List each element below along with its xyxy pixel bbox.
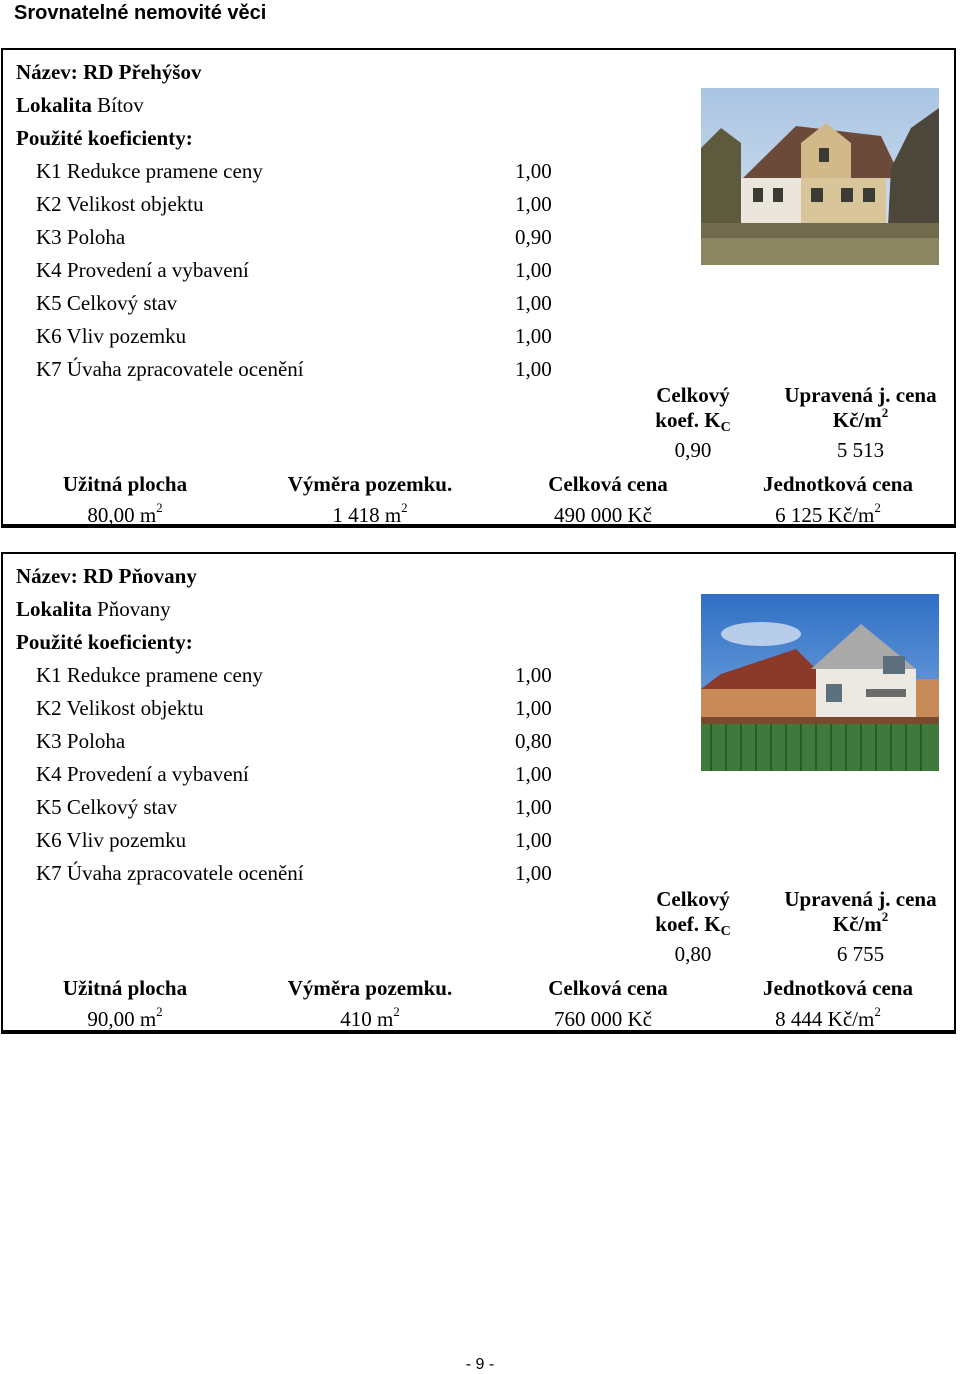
superscript-2: 2 (156, 1004, 163, 1019)
col-header-unit: Jednotková cena (763, 976, 913, 1000)
price-value: 760 000 Kč (554, 1007, 652, 1031)
col-header-unit: Jednotková cena (763, 472, 913, 496)
coef-value: 1,00 (515, 795, 552, 819)
house-photo (701, 88, 939, 265)
coef-value: 1,00 (515, 696, 552, 720)
coef-label: K1 Redukce pramene ceny (36, 663, 263, 687)
coef-label: K2 Velikost objektu (36, 192, 204, 216)
superscript-2: 2 (156, 500, 163, 515)
coef-label: K5 Celkový stav (36, 291, 178, 315)
property-name: RD Přehýšov (83, 60, 202, 84)
adj-price-label: Upravená j. cena (784, 887, 937, 911)
coef-label: K1 Redukce pramene ceny (36, 159, 263, 183)
price-value: 490 000 Kč (554, 503, 652, 527)
area-value: 80,00 m (87, 503, 157, 527)
coef-value: 1,00 (515, 828, 552, 852)
coef-label: K6 Vliv pozemku (36, 324, 187, 348)
superscript-2: 2 (881, 909, 889, 924)
coef-heading: Použité koeficienty: (16, 126, 193, 150)
coef-value: 1,00 (515, 357, 552, 381)
total-coef-label-2: koef. K (655, 408, 721, 432)
coef-value: 1,00 (515, 258, 552, 282)
coef-label: K5 Celkový stav (36, 795, 178, 819)
house-photo (701, 594, 939, 771)
coef-label: K4 Provedení a vybavení (36, 762, 249, 786)
adj-price-unit: Kč/m (832, 408, 882, 432)
col-header-price: Celková cena (548, 472, 668, 496)
col-header-area: Užitná plocha (62, 472, 188, 496)
col-header-land: Výměra pozemku. (287, 976, 453, 1000)
coef-label: K2 Velikost objektu (36, 696, 204, 720)
name-label: Název: (16, 564, 78, 588)
total-coef-subscript: C (720, 420, 731, 435)
total-coef-value: 0,80 (674, 942, 712, 966)
coef-value: 1,00 (515, 291, 552, 315)
name-label: Název: (16, 60, 78, 84)
property-card-1 (1, 48, 956, 528)
coef-value: 1,00 (515, 762, 552, 786)
card-divider (3, 524, 954, 526)
coef-value: 1,00 (515, 324, 552, 348)
superscript-2: 2 (393, 1004, 400, 1019)
col-header-price: Celková cena (548, 976, 668, 1000)
total-coef-label: Celkový (656, 887, 730, 911)
unit-price-value: 6 125 Kč/m (775, 503, 875, 527)
card-divider (3, 1030, 954, 1032)
coef-label: K4 Provedení a vybavení (36, 258, 249, 282)
total-coef-label: Celkový (656, 383, 730, 407)
coef-label: K6 Vliv pozemku (36, 828, 187, 852)
location-label: Lokalita (16, 597, 92, 621)
page-heading: Srovnatelné nemovité věci (14, 2, 267, 24)
location-value: Bítov (97, 93, 144, 117)
superscript-2: 2 (874, 500, 881, 515)
superscript-2: 2 (881, 405, 889, 420)
coef-value: 0,80 (515, 729, 552, 753)
property-card-2 (1, 552, 956, 1034)
coef-label: K7 Úvaha zpracovatele ocenění (36, 861, 304, 885)
land-value: 410 m (340, 1007, 394, 1031)
coef-label: K3 Poloha (36, 225, 126, 249)
adj-price-unit: Kč/m (832, 912, 882, 936)
col-header-land: Výměra pozemku. (287, 472, 453, 496)
location-label: Lokalita (16, 93, 92, 117)
coef-label: K7 Úvaha zpracovatele ocenění (36, 357, 304, 381)
coef-value: 1,00 (515, 861, 552, 885)
coef-value: 1,00 (515, 159, 552, 183)
land-value: 1 418 m (332, 503, 402, 527)
col-header-area: Užitná plocha (62, 976, 188, 1000)
coef-value: 0,90 (515, 225, 552, 249)
adj-price-value: 5 513 (836, 438, 885, 462)
property-name: RD Pňovany (83, 564, 197, 588)
coef-value: 1,00 (515, 663, 552, 687)
total-coef-label-2: koef. K (655, 912, 721, 936)
adj-price-value: 6 755 (836, 942, 885, 966)
total-coef-value: 0,90 (674, 438, 712, 462)
page-number: - 9 - (465, 1356, 495, 1373)
coef-heading: Použité koeficienty: (16, 630, 193, 654)
total-coef-subscript: C (720, 924, 731, 939)
unit-price-value: 8 444 Kč/m (775, 1007, 875, 1031)
adj-price-label: Upravená j. cena (784, 383, 937, 407)
area-value: 90,00 m (87, 1007, 157, 1031)
location-value: Pňovany (97, 597, 171, 621)
coef-value: 1,00 (515, 192, 552, 216)
superscript-2: 2 (401, 500, 408, 515)
coef-label: K3 Poloha (36, 729, 126, 753)
superscript-2: 2 (874, 1004, 881, 1019)
